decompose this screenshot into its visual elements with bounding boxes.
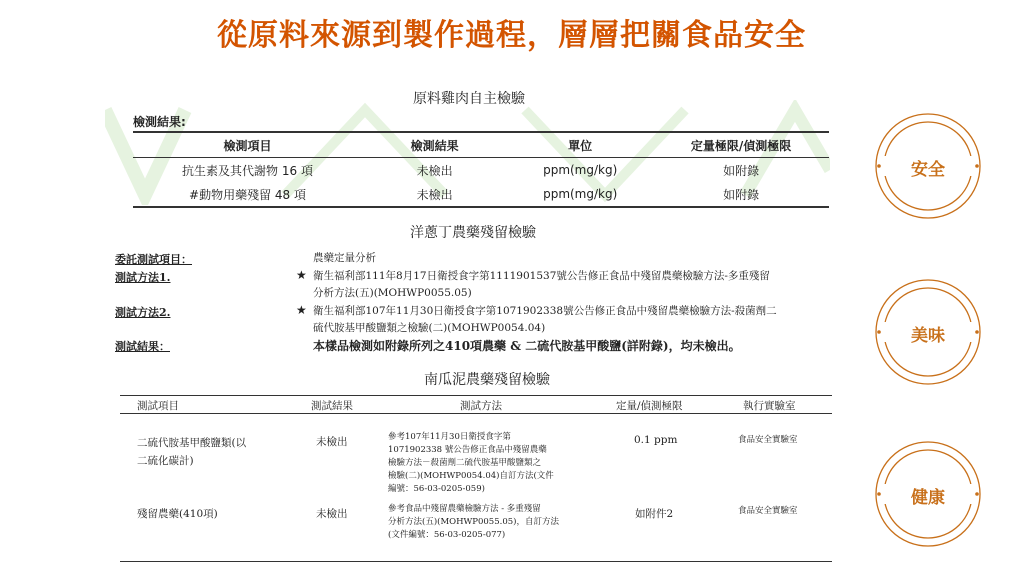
header-limit: 定量/偵測極限 <box>616 400 683 412</box>
cell-unit: ppm(mg/kg) <box>543 163 618 177</box>
header-test-item: 測試項目 <box>137 400 179 412</box>
row1-lab: 食品安全實驗室 <box>738 435 798 445</box>
cell-result: 未檢出 <box>416 163 453 178</box>
row1-method-line: 1071902338 號公告修正食品中殘留農藥 <box>388 445 547 455</box>
table-bottom-rule <box>120 561 832 562</box>
header-limit: 定量極限/偵測極限 <box>653 132 829 158</box>
badge-taste <box>872 276 984 388</box>
section3-title: 南瓜泥農藥殘留檢驗 <box>424 372 550 388</box>
cell-item: 抗生素及其代謝物 16 項 <box>182 163 313 178</box>
badge-safety <box>872 110 984 222</box>
commission-text: 農藥定量分析 <box>313 252 376 264</box>
table-row <box>133 158 829 183</box>
result-statement: 本樣品檢測如附錄所列之410項農藥 & 二硫代胺基甲酸鹽(詳附錄)，均未檢出。 <box>313 339 741 353</box>
method1-line1: 衛生福利部111年8月17日衛授食字第1111901537號公告修正食品中殘留農藥檢驗方法-多重殘留 <box>313 270 770 282</box>
row1-item <box>137 434 246 470</box>
row2-item: 殘留農藥(410項) <box>137 508 218 520</box>
page-headline: 從原料來源到製作過程，層層把關食品安全 <box>217 18 806 53</box>
cell-limit: 如附錄 <box>723 163 760 178</box>
table-row <box>133 182 829 207</box>
row1-method-line: 檢驗(二)(MOHWP0054.04)自訂方法(文件 <box>388 471 554 481</box>
row1-item-line2: 二硫化碳計) <box>137 455 194 467</box>
result-label: 檢測結果: <box>133 115 186 129</box>
row1-limit: 0.1 ppm <box>634 434 678 446</box>
row2-limit: 如附件2 <box>635 508 674 520</box>
method2-line2: 硫代胺基甲酸鹽類之檢驗(二)(MOHWP0054.04) <box>313 322 546 334</box>
header-item: 檢測項目 <box>133 132 362 158</box>
header-lab: 執行實驗室 <box>743 400 796 412</box>
cell-unit: ppm(mg/kg) <box>507 182 653 207</box>
badge-health-label: 健康 <box>911 488 945 508</box>
row2-method-line: 分析方法(五)(MOHWP0055.05)，自訂方法 <box>388 517 559 527</box>
table-header-rule <box>120 413 832 414</box>
header-test-method: 測試方法 <box>460 400 502 412</box>
row2-result: 未檢出 <box>316 508 348 520</box>
badge-taste-label: 美味 <box>911 326 945 346</box>
section2-title: 洋蔥丁農藥殘留檢驗 <box>410 225 536 241</box>
row1-method <box>388 431 554 496</box>
cell-item: #動物用藥殘留 48 項 <box>133 182 362 207</box>
row2-method-line: (文件編號：56-03-0205-077) <box>388 530 506 540</box>
header-unit: 單位 <box>507 132 653 158</box>
row2-lab: 食品安全實驗室 <box>738 506 798 516</box>
chicken-test-table <box>133 131 829 208</box>
section1-title: 原料雞肉自主檢驗 <box>413 91 525 107</box>
row2-method <box>388 503 559 542</box>
result-label-2: 測試結果： <box>115 340 170 353</box>
commission-label: 委託測試項目： <box>115 253 192 266</box>
cell-limit: 如附錄 <box>653 182 829 207</box>
row2-method-line: 參考食品中殘留農藥檢驗方法 - 多重殘留 <box>388 504 541 514</box>
cell-result: 未檢出 <box>362 182 507 207</box>
row1-method-line: 參考107年11月30日衛授食字第 <box>388 432 511 442</box>
badge-health <box>872 438 984 550</box>
row1-result: 未檢出 <box>316 436 348 448</box>
header-result: 檢測結果 <box>362 132 507 158</box>
method1-label: 測試方法1. <box>115 271 171 284</box>
method1-line2: 分析方法(五)(MOHWP0055.05) <box>313 287 472 299</box>
star-icon: ★ <box>296 303 307 317</box>
row1-method-line: 檢驗方法－殺菌劑二硫代胺基甲酸鹽類之 <box>388 458 542 468</box>
star-icon: ★ <box>296 268 307 282</box>
row1-method-line: 編號：56-03-0205-059) <box>388 484 485 494</box>
table-top-rule <box>120 395 832 396</box>
method2-line1: 衛生福利部107年11月30日衛授食字第1071902338號公告修正食品中殘留農藥檢驗方法-殺菌劑二 <box>313 305 777 317</box>
row1-item-line1: 二硫代胺基甲酸鹽類(以 <box>137 437 247 449</box>
header-test-result: 測試結果 <box>311 400 353 412</box>
method2-label: 測試方法2. <box>115 306 171 319</box>
table-header-row <box>133 132 829 158</box>
badge-safety-label: 安全 <box>911 160 945 180</box>
